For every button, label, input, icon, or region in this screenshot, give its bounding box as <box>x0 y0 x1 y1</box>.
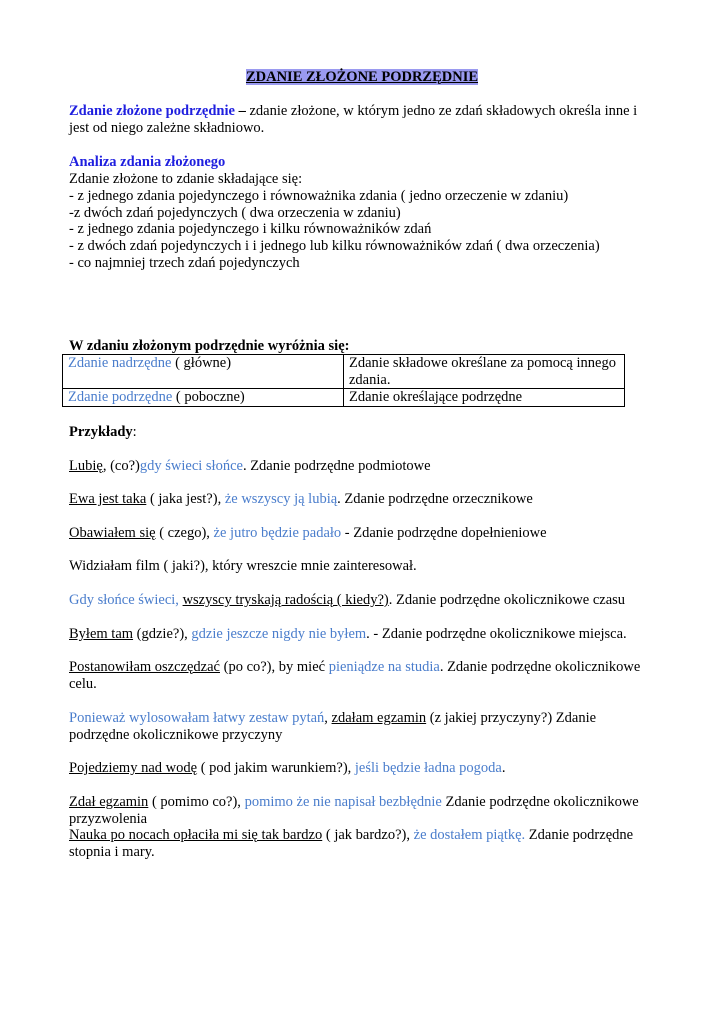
examples-heading: Przykłady: <box>69 424 137 440</box>
analysis-item: - z jednego zdania pojedynczego i równoważnika zdania ( jedno orzeczenie w zdaniu) <box>69 188 569 204</box>
example-sentence: Widziałam film ( jaki?), który wreszcie mnie zainteresował. <box>69 558 417 574</box>
parts-table <box>62 354 625 407</box>
definition-paragraph <box>69 103 659 137</box>
example-sentence: Obawiałem się ( czego), że jutro będzie padało - Zdanie podrzędne dopełnieniowe <box>69 525 547 541</box>
analysis-item: -z dwóch zdań pojedynczych ( dwa orzeczenia w zdaniu) <box>69 205 401 221</box>
example-sentence: Pojedziemy nad wodę ( pod jakim warunkiem?), jeśli będzie ładna pogoda. <box>69 760 506 776</box>
table-cell: Zdanie określające podrzędne <box>344 389 625 407</box>
table-row <box>63 389 625 407</box>
example-sentence: Byłem tam (gdzie?), gdzie jeszcze nigdy nie byłem. - Zdanie podrzędne okolicznikowe miejsca. <box>69 626 627 642</box>
example-sentence: Nauka po nocach opłaciła mi się tak bardzo ( jak bardzo?), że dostałem piątkę. Zdanie podrzędne stopnia i mary. <box>69 827 634 860</box>
table-cell: Zdanie nadrzędne ( główne) <box>63 355 344 389</box>
analysis-item: - z jednego zdania pojedynczego i kilku równoważników zdań <box>69 221 432 237</box>
definition-dash: – <box>234 103 250 119</box>
analysis-item: - co najmniej trzech zdań pojedynczych <box>69 255 300 271</box>
page-title: ZDANIE ZŁOŻONE PODRZĘDNIE <box>245 69 479 85</box>
analysis-intro: Zdanie złożone to zdanie składające się: <box>69 171 303 187</box>
table-heading: W zdaniu złożonym podrzędnie wyróżnia się: <box>69 338 350 354</box>
example-sentence: Lubię, (co?)gdy świeci słońce. Zdanie podrzędne podmiotowe <box>69 458 431 474</box>
definition-term: Zdanie złożone podrzędnie <box>69 103 235 119</box>
analysis-heading: Analiza zdania złożonego <box>69 154 226 170</box>
table-row <box>63 355 625 389</box>
analysis-item: - z dwóch zdań pojedynczych i i jednego lub kilku równoważników zdań ( dwa orzeczenia) <box>69 238 600 254</box>
table-cell: Zdanie podrzędne ( poboczne) <box>63 389 344 407</box>
example-sentence: Postanowiłam oszczędzać (po co?), by mieć pieniądze na studia. Zdanie podrzędne okolicznikowe celu. <box>69 659 641 692</box>
example-sentence: Gdy słońce świeci, wszyscy tryskają radością ( kiedy?). Zdanie podrzędne okolicznikowe czasu <box>69 592 626 608</box>
example-sentence: Ewa jest taka ( jaka jest?), że wszyscy ją lubią. Zdanie podrzędne orzecznikowe <box>69 491 533 507</box>
table-cell: Zdanie składowe określane za pomocą innego zdania. <box>344 355 625 389</box>
definition-text: zdanie złożone, w którym jedno ze zdań składowych określa inne i jest od niego zależne składniowo. <box>69 103 638 136</box>
example-sentence: Ponieważ wylosowałam łatwy zestaw pytań, zdałam egzamin (z jakiej przyczyny?) Zdanie podrzędne okolicznikowe przyczyny <box>69 710 597 743</box>
example-sentence: Zdał egzamin ( pomimo co?), pomimo że nie napisał bezbłędnie Zdanie podrzędne okolicznikowe przyzwolenia <box>69 794 639 827</box>
